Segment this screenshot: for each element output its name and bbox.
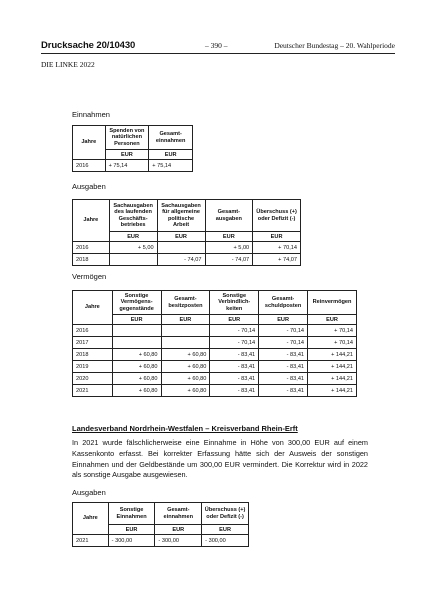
unit-cell: EUR [109,232,157,242]
header-divider [41,53,395,54]
value-cell: + 144,21 [308,361,357,373]
value-cell [112,325,161,337]
table-row [73,535,249,547]
value-cell: + 5,00 [109,242,157,254]
table-row [73,349,357,361]
value-cell: - 70,14 [259,337,308,349]
value-cell: + 60,80 [112,373,161,385]
value-cell: - 83,41 [210,361,259,373]
parliament-label: Deutscher Bundestag – 20. Wahlperiode [274,41,395,50]
value-cell: + 144,21 [308,373,357,385]
unit-cell: EUR [253,232,301,242]
value-cell: - 70,14 [210,325,259,337]
value-cell: + 144,21 [308,349,357,361]
ausgaben-label: Ausgaben [72,182,106,191]
col-header: Sonstige Verbindlich-keiten [210,291,259,315]
col-header: Sonstige Vermögens-gegenstände [112,291,161,315]
col-header: Reinvermögen [308,291,357,315]
col-header: Überschuss (+) oder Defizit (-) [253,200,301,232]
unit-cell: EUR [259,315,308,325]
year-cell: 2021 [73,385,113,397]
col-header: Jahre [73,291,113,325]
col-header: Gesamt-ausgaben [205,200,253,232]
value-cell: + 60,80 [112,385,161,397]
value-cell: - 83,41 [210,385,259,397]
table-header-row [73,291,357,315]
party-line: DIE LINKE 2022 [41,60,95,69]
value-cell: - 83,41 [259,361,308,373]
drucksache-label: Drucksache 20/10430 [41,40,136,51]
einnahmen-label: Einnahmen [72,110,110,119]
col-header: Sachausgaben des laufenden Geschäfts-betriebes [109,200,157,232]
year-cell: 2018 [73,254,110,266]
col-header: Sachausgaben für allgemeine politische Arbeit [157,200,205,232]
value-cell: - 70,14 [259,325,308,337]
table-header-row [73,126,193,150]
year-cell: 2016 [73,242,110,254]
table-row [73,160,193,172]
col-header: Gesamt-einnahmen [149,126,193,150]
unit-cell: EUR [112,315,161,325]
value-cell: - 300,00 [155,535,202,547]
table-row [73,337,357,349]
section-paragraph: In 2021 wurde fälschlicherweise eine Einnahme in Höhe von 300,00 EUR auf einem Kassenkonto erfasst. Bei korrekter Erfassung hätte sich der Ausweis der sonstigen Einnahmen und der Geldbestände um 300,00 EUR vermindert. Die Korrektur wird in 2022 als sonstige Ausgabe ausgewiesen. [72,438,368,480]
year-cell: 2019 [73,361,113,373]
value-cell: - 74,07 [205,254,253,266]
unit-cell: EUR [202,525,249,535]
vermoegen-label: Vermögen [72,272,107,281]
table-row [73,361,357,373]
value-cell: + 60,80 [161,361,210,373]
value-cell: - 83,41 [259,373,308,385]
table-header-row [73,503,249,525]
value-cell: + 60,80 [161,349,210,361]
unit-cell: EUR [157,232,205,242]
value-cell [161,325,210,337]
col-header: Jahre [73,503,109,535]
col-header: Gesamt-besitzposten [161,291,210,315]
col-header: Überschuss (+) oder Defizit (-) [202,503,249,525]
unit-cell: EUR [149,150,193,160]
unit-cell: EUR [108,525,155,535]
value-cell [109,254,157,266]
value-cell: + 74,07 [253,254,301,266]
value-cell: - 83,41 [259,385,308,397]
year-cell: 2018 [73,349,113,361]
table-row [73,242,301,254]
col-header: Spenden von natürlichen Personen [105,126,149,150]
year-cell: 2021 [73,535,109,547]
unit-row [73,315,357,325]
value-cell: - 83,41 [259,349,308,361]
col-header: Jahre [73,200,110,242]
table-row [73,373,357,385]
einnahmen-table [72,125,193,172]
value-cell: + 70,14 [308,325,357,337]
unit-cell: EUR [210,315,259,325]
value-cell: + 60,80 [112,361,161,373]
value-cell: - 70,14 [210,337,259,349]
year-cell: 2016 [73,325,113,337]
value-cell: + 75,14 [149,160,193,172]
col-header: Sonstige Einnahmen [108,503,155,525]
value-cell: + 144,21 [308,385,357,397]
value-cell: - 300,00 [202,535,249,547]
value-cell: - 83,41 [210,373,259,385]
page-header [41,40,395,52]
year-cell: 2017 [73,337,113,349]
value-cell: + 60,80 [161,373,210,385]
value-cell [112,337,161,349]
value-cell: + 60,80 [112,349,161,361]
col-header: Gesamt-schuldposten [259,291,308,315]
year-cell: 2016 [73,160,106,172]
value-cell: - 74,07 [157,254,205,266]
ausgaben2-label: Ausgaben [72,488,106,497]
unit-cell: EUR [205,232,253,242]
value-cell: + 75,14 [105,160,149,172]
year-cell: 2020 [73,373,113,385]
value-cell: + 70,14 [308,337,357,349]
table-row [73,385,357,397]
vermoegen-table [72,290,357,397]
value-cell [157,242,205,254]
value-cell: + 60,80 [161,385,210,397]
unit-cell: EUR [308,315,357,325]
value-cell [161,337,210,349]
unit-cell: EUR [161,315,210,325]
page-number: – 390 – [205,41,228,50]
table-header-row [73,200,301,232]
col-header: Jahre [73,126,106,160]
value-cell: + 70,14 [253,242,301,254]
ausgaben2-table [72,502,249,547]
table-row [73,325,357,337]
col-header: Gesamt-einnahmen [155,503,202,525]
value-cell: + 5,00 [205,242,253,254]
unit-cell: EUR [155,525,202,535]
ausgaben-table [72,199,301,266]
unit-cell: EUR [105,150,149,160]
value-cell: - 83,41 [210,349,259,361]
table-row [73,254,301,266]
value-cell: - 300,00 [108,535,155,547]
section-title: Landesverband Nordrhein-Westfalen – Kreisverband Rhein-Erft [72,424,298,433]
